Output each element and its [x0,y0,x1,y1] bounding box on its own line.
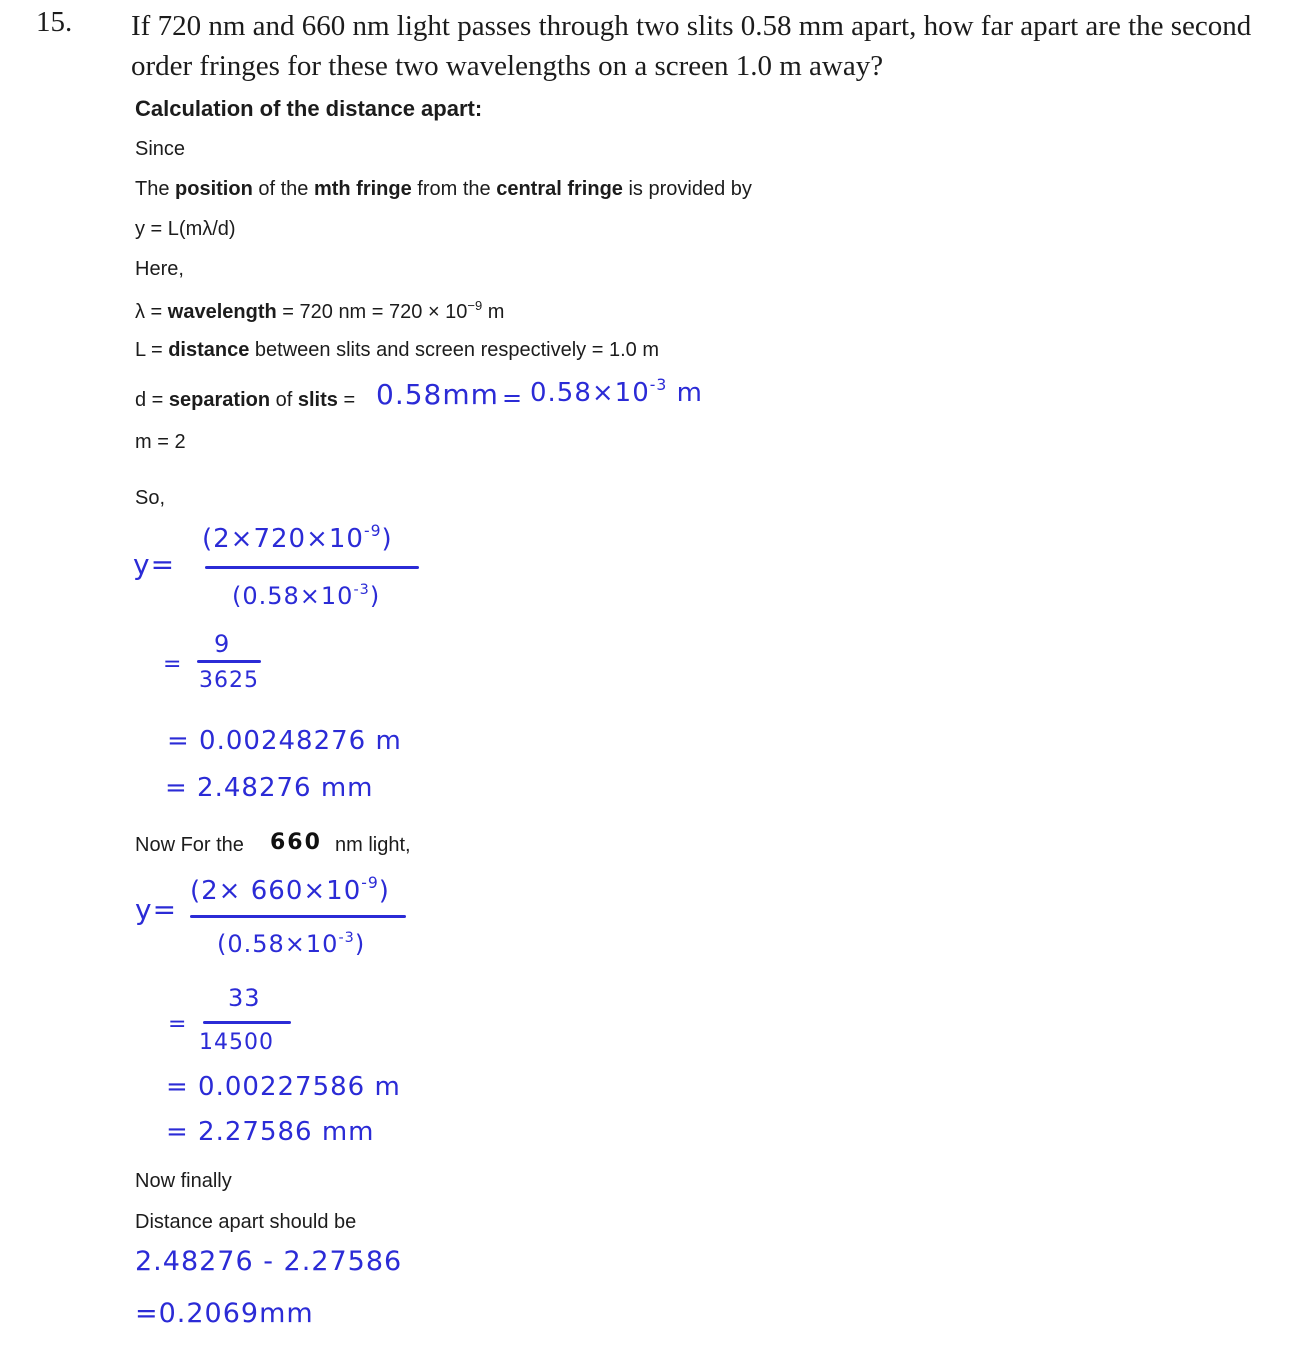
here-text: Here, [135,258,184,280]
lambda-definition [135,298,504,324]
final-result: =0.2069mm [135,1298,314,1329]
d-handwritten-exponent: -3 [649,376,668,394]
d-handwritten-meters [530,376,703,408]
now-660-suffix: nm light, [335,834,411,856]
d-text-1: d = [135,389,169,411]
central-fringe-bold: central fringe [496,178,623,200]
position-definition [135,178,752,201]
lambda-text-1: λ = [135,301,168,323]
position-text-3: from the [411,178,497,200]
calc2-lhs: y= [135,893,178,926]
L-text-2: between slits and screen respectively = 1.0 m [249,339,659,361]
calc1-denominator [232,582,380,610]
now-finally-text: Now finally [135,1170,232,1192]
question-text: If 720 nm and 660 nm light passes through two slits 0.58 mm apart, how far apart are the second order fringes for these two wavelengths on a screen 1.0 m away? [131,10,1252,82]
d-handwritten-unit: m [676,377,703,408]
calc1-denominator-exponent: -3 [353,582,370,598]
position-text-4: is provided by [622,178,752,200]
so-text: So, [135,487,166,509]
now-660-text: Now For the [135,834,244,856]
mth-fringe-bold: mth fringe [313,178,412,200]
position-text-1: The [135,178,176,200]
lambda-text-3: m [482,301,505,323]
L-definition [135,339,659,362]
calc2-simplified-numerator: 33 [228,984,261,1012]
L-text-1: L = [135,339,169,361]
calc2-simplified-denominator: 14500 [199,1030,274,1055]
calc1-equals: = [163,652,183,677]
d-handwritten-mm: 0.58mm [376,378,499,411]
lambda-text-2: = 720 nm = 720 × 10 [276,301,468,323]
calc1-denominator-close: ) [369,582,381,611]
calc2-denominator-close: ) [354,930,366,959]
calc1-simplified-denominator: 3625 [199,668,259,693]
calc1-numerator-close: ) [381,523,393,554]
calc1-denominator-base: (0.58×10 [232,582,354,611]
calc2-numerator [190,874,390,906]
d-handwritten-equals: = [502,384,524,412]
fringe-formula: y = L(mλ/d) [135,218,236,240]
d-text-3: = [337,389,356,411]
calc2-fraction-bar [190,915,406,918]
calc1-numerator-base: (2×720×10 [202,523,364,554]
calc1-numerator-exponent: -9 [363,522,382,540]
slits-bold: slits [297,389,338,411]
calc1-lhs: y= [133,548,176,581]
calc1-numerator [202,522,393,554]
calc2-result-meters: = 0.00227586 m [166,1072,401,1102]
d-definition [135,389,355,412]
position-bold: position [175,178,253,200]
m-definition: m = 2 [135,431,186,453]
solution-heading: Calculation of the distance apart: [135,96,483,121]
lambda-exponent: −9 [467,298,483,313]
separation-bold: separation [168,389,271,411]
calc2-denominator-exponent: -3 [338,930,355,946]
calc1-result-mm: = 2.48276 mm [165,773,374,803]
calc2-denominator [217,930,365,958]
calc2-denominator-base: (0.58×10 [217,930,339,959]
d-handwritten-base: 0.58×10 [530,377,650,408]
since-text: Since [135,138,186,160]
calc1-fraction-bar [205,566,419,569]
calc2-numerator-exponent: -9 [361,874,379,892]
calc1-simplified-numerator: 9 [214,630,231,658]
calc2-numerator-base: (2× 660×10 [190,875,362,906]
calc2-result-mm: = 2.27586 mm [166,1117,375,1147]
wavelength-bold: wavelength [167,301,277,323]
question-number: 15. [36,6,73,38]
calc2-simplified-bar [203,1021,291,1024]
distance-apart-text: Distance apart should be [135,1211,357,1233]
position-text-2: of the [252,178,314,200]
now-660-value: 660 [270,830,322,855]
calc1-simplified-bar [197,660,261,663]
calc2-equals: = [168,1012,188,1037]
calc1-result-meters: = 0.00248276 m [167,726,402,756]
distance-bold: distance [168,339,250,361]
d-text-2: of [270,389,298,411]
final-expression: 2.48276 - 2.27586 [135,1246,403,1277]
calc2-numerator-close: ) [378,875,390,906]
